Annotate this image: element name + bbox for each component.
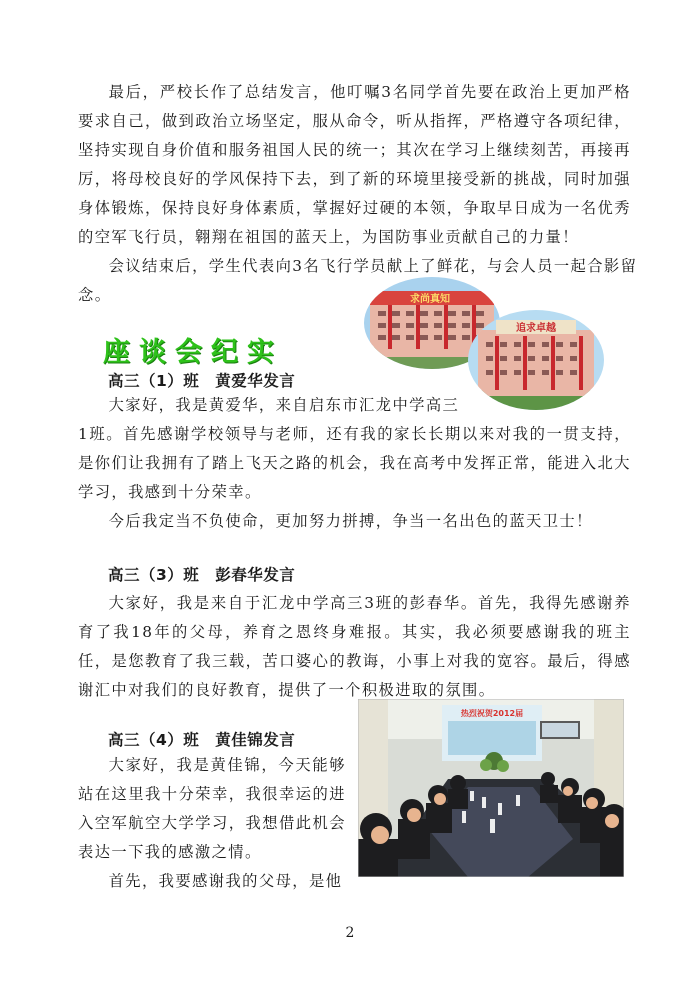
meeting-end-line-2: 念。 — [78, 286, 112, 304]
speech-3-paragraph: 大家好，我是黄佳锦，今天能够站在这里我十分荣幸，我很幸运的进入空军航空大学学习，我想借此机会表达一下我的感激之情。 — [78, 756, 346, 861]
school-building-photo-2 — [468, 310, 604, 410]
speech-1-heading: 高三（1）班 黄爱华发言 — [108, 372, 296, 390]
speech-1-paragraph: 1班。首先感谢学校领导与老师，还有我的家长长期以来对我的一贯支持，是你们让我拥有了踏上飞天之路的机会，我在高考中发挥正常，能进入北大学习，我感到十分荣幸。 — [78, 425, 631, 501]
meeting-screen-text: 热烈祝贺2012届 — [460, 709, 524, 718]
building-banner-1-text: 求尚真知 — [410, 294, 450, 305]
building-banner-2-text: 追求卓越 — [516, 323, 556, 334]
speech-2-paragraph: 大家好，我是来自于汇龙中学高三3班的彭春华。首先，我得先感谢养育了我18年的父母，养育之恩终身难报。其实，我必须要感谢我的班主任，是您教育了我三载，苦口婆心的教诲，小事上对我的宽容。最后，得感谢汇中对我们的良好教育，提供了一个积极进取的氛围。 — [78, 594, 631, 699]
speech-1-line-1: 大家好，我是黄爱华，来自启东市汇龙中学高三 — [108, 396, 460, 414]
speech-2-heading: 高三（3）班 彭春华发言 — [108, 566, 296, 584]
section-title: 座谈会纪实 — [103, 337, 283, 368]
meeting-end-line-1: 会议结束后，学生代表向3名飞行学员献上了鲜花，与会人员一起合影留 — [108, 257, 638, 275]
summary-paragraph: 最后，严校长作了总结发言，他叮嘱3名同学首先要在政治上更加严格要求自己，做到政治立场坚定，服从命令，听从指挥，严格遵守各项纪律，坚持实现自身价值和服务祖国人民的统一；其次在学习上继续刻苦，再接再厉，将母校良好的学风保持下去，到了新的环境里接受新的挑战，同时加强身体锻炼，保持良好身体素质，掌握好过硬的本领，争取早日成为一名优秀的空军飞行员，翱翔在祖国的蓝天上，为国防事业贡献自己的力量！ — [78, 83, 631, 246]
speech-3-heading: 高三（4）班 黄佳锦发言 — [108, 731, 296, 749]
meeting-photo — [358, 699, 624, 877]
page-number: 2 — [345, 925, 355, 941]
speech-1-closing: 今后我定当不负使命，更加努力拼搏，争当一名出色的蓝天卫士！ — [108, 512, 593, 530]
speech-3-closing: 首先，我要感谢我的父母，是他 — [108, 872, 343, 890]
